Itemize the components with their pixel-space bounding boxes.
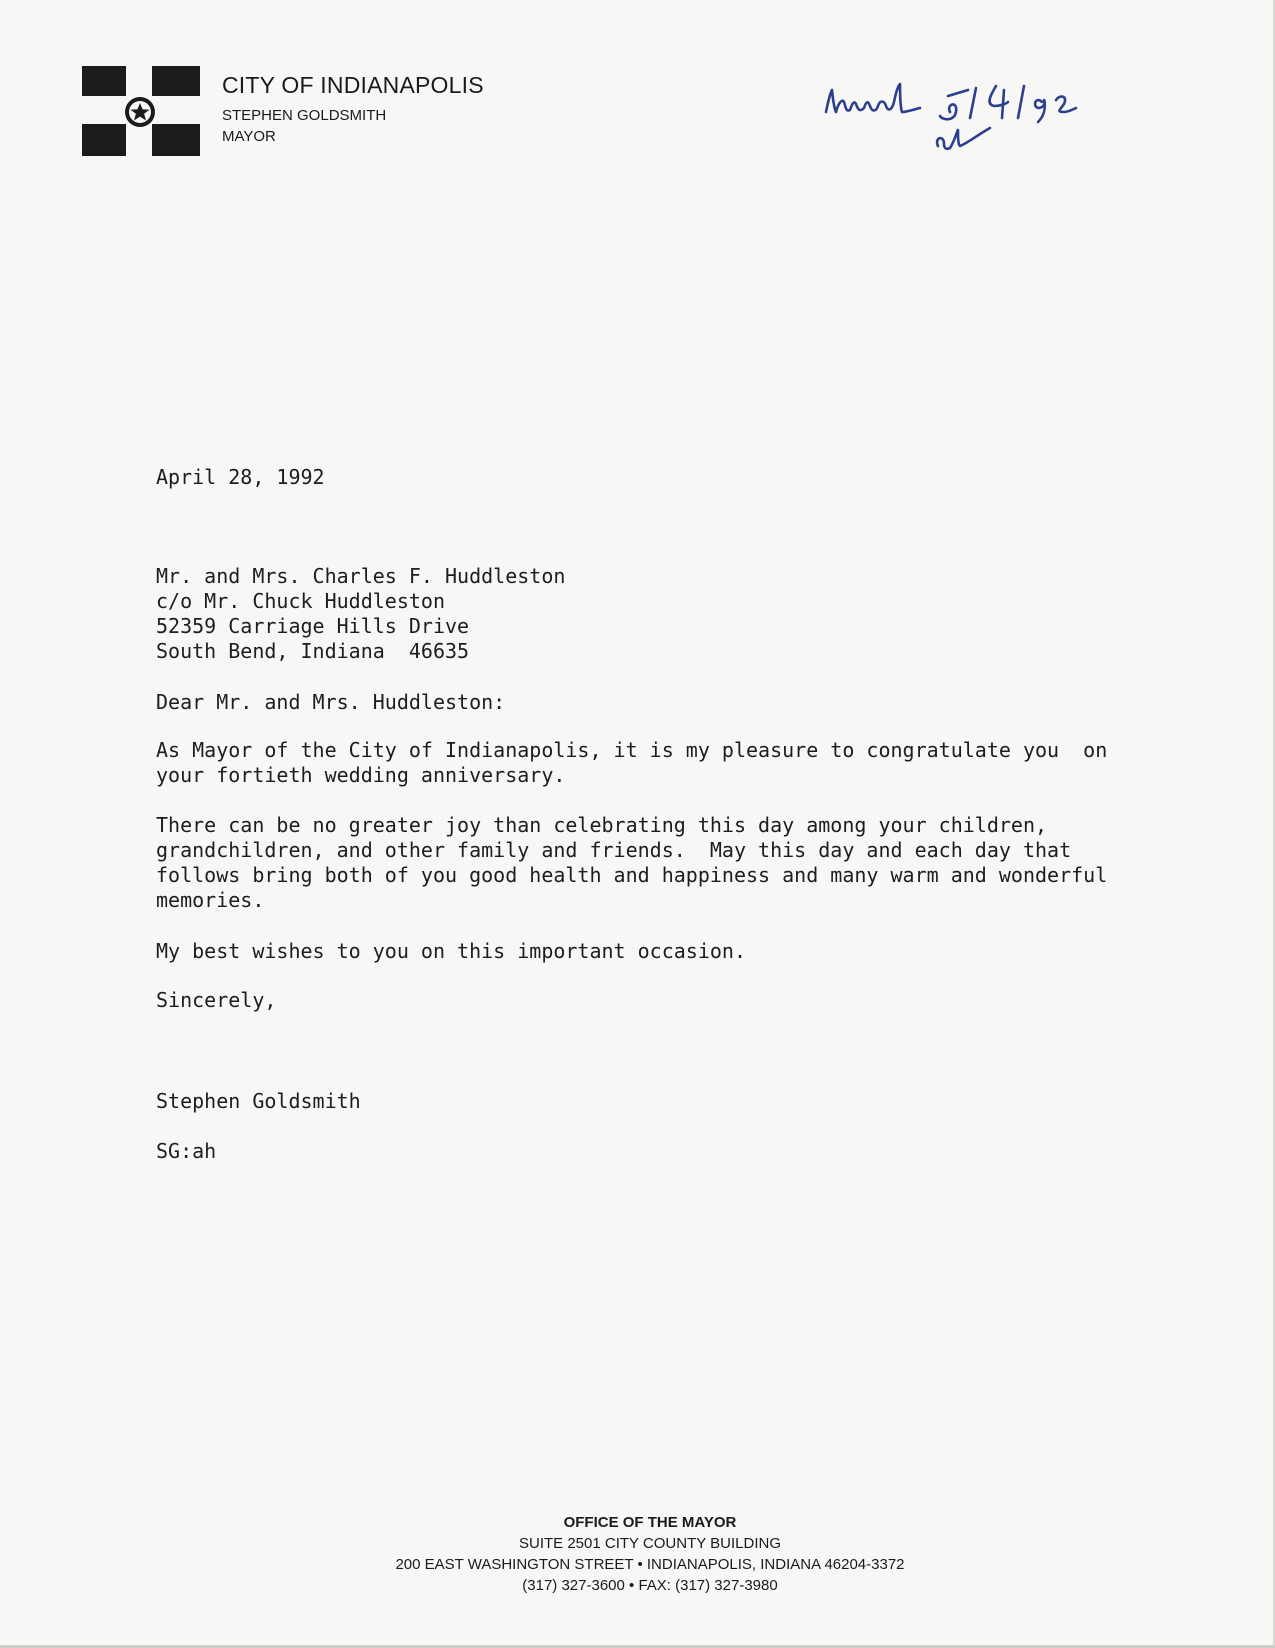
paragraph-wishes: [156, 813, 1107, 913]
handwritten-annotation: [820, 72, 1120, 162]
paragraph-line: My best wishes to you on this important occasion.: [156, 939, 747, 963]
letterhead-city: CITY OF INDIANAPOLIS: [222, 72, 484, 98]
address-line: South Bend, Indiana 46635: [156, 639, 470, 663]
city-seal-logo-icon: [82, 66, 200, 158]
footer-line: (317) 327-3600 • FAX: (317) 327-3980: [522, 1577, 778, 1594]
signature-name: Stephen Goldsmith: [156, 1089, 361, 1113]
closing: Sincerely,: [156, 988, 277, 1012]
footer-title: OFFICE OF THE MAYOR: [563, 1514, 737, 1531]
address-line: 52359 Carriage Hills Drive: [156, 614, 470, 638]
paragraph-best-wishes: [156, 939, 746, 964]
letterhead-mayor-name: STEPHEN GOLDSMITH: [222, 107, 387, 124]
recipient-address: [156, 564, 565, 664]
paragraph-line: As Mayor of the City of Indianapolis, it is my pleasure to congratulate you on: [156, 738, 1108, 762]
footer-line: SUITE 2501 CITY COUNTY BUILDING: [518, 1535, 782, 1552]
typist-initials: SG:ah: [156, 1139, 217, 1163]
address-line: c/o Mr. Chuck Huddleston: [156, 589, 445, 613]
letter-date: April 28, 1992: [156, 465, 325, 489]
address-line: Mr. and Mrs. Charles F. Huddleston: [156, 564, 566, 588]
paragraph-line: memories.: [156, 888, 265, 912]
paragraph-line: There can be no greater joy than celebrating this day among your children,: [156, 813, 1048, 837]
footer-address-block: [330, 1512, 970, 1596]
paragraph-line: grandchildren, and other family and friends. May this day and each day that: [156, 838, 1072, 862]
paragraph-line: follows bring both of you good health and happiness and many warm and wonderful: [156, 863, 1108, 887]
footer-line: 200 EAST WASHINGTON STREET • INDIANAPOLIS, INDIANA 46204-3372: [395, 1556, 905, 1573]
salutation: Dear Mr. and Mrs. Huddleston:: [156, 690, 506, 714]
letterhead-role: MAYOR: [222, 128, 276, 145]
paragraph-line: your fortieth wedding anniversary.: [156, 763, 566, 787]
paragraph-congratulations: [156, 738, 1107, 788]
